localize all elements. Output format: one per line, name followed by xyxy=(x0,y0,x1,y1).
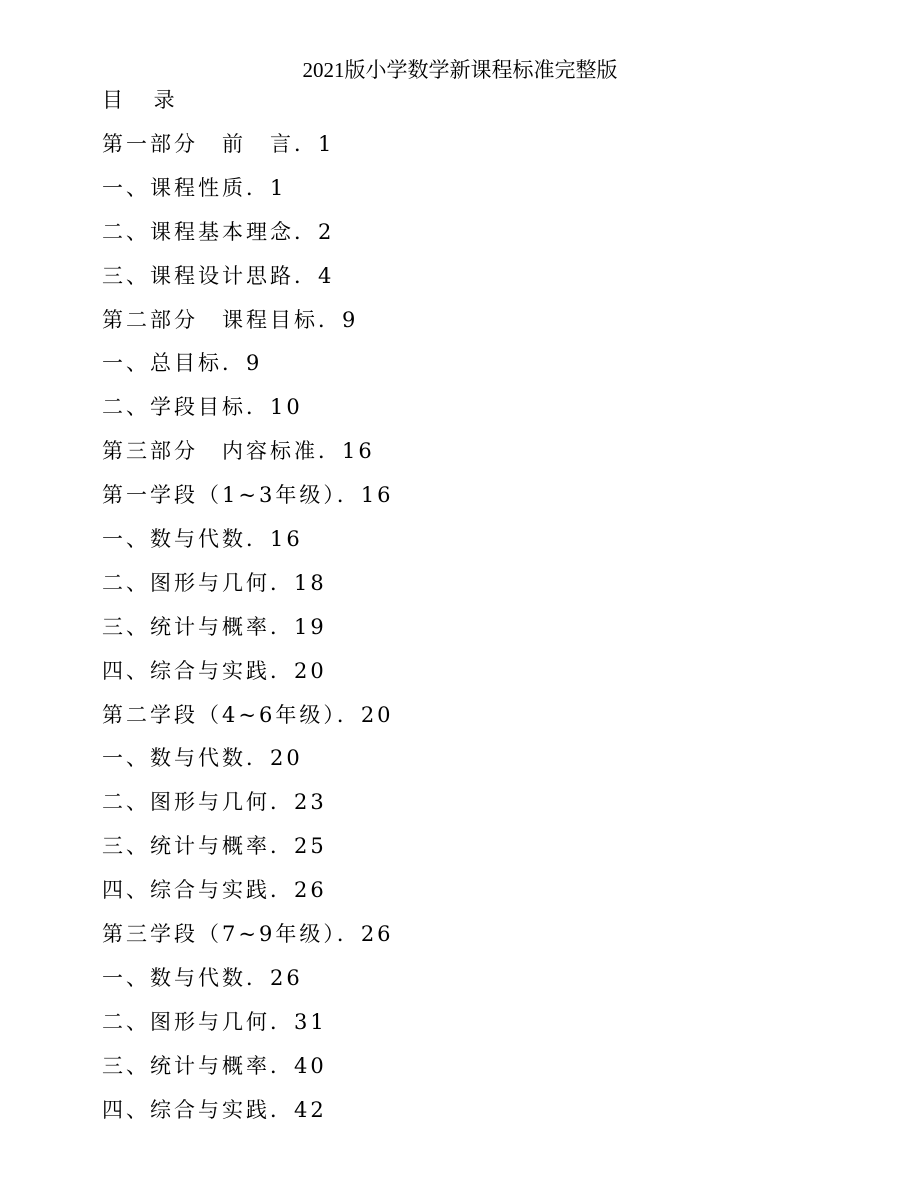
toc-entry-part-3[interactable]: 第三部分 内容标准．16 xyxy=(102,439,375,464)
toc-entry-stage-1-practice[interactable]: 四、综合与实践．20 xyxy=(102,658,327,683)
table-of-contents xyxy=(102,128,862,1137)
toc-entry-stage-1-statistics[interactable]: 三、统计与概率．19 xyxy=(102,614,327,639)
toc-entry-stage-1-geometry[interactable]: 二、图形与几何．18 xyxy=(102,570,327,595)
toc-entry-stage-3-statistics[interactable]: 三、统计与概率．40 xyxy=(102,1053,327,1078)
toc-entry-stage-3-practice[interactable]: 四、综合与实践．42 xyxy=(102,1097,327,1122)
toc-entry-design-ideas[interactable]: 三、课程设计思路．4 xyxy=(102,263,335,288)
toc-entry-stage-2-statistics[interactable]: 三、统计与概率．25 xyxy=(102,834,327,859)
toc-entry-stage-3-geometry[interactable]: 二、图形与几何．31 xyxy=(102,1009,327,1034)
toc-entry-overall-goals[interactable]: 一、总目标．9 xyxy=(102,351,263,376)
toc-entry-part-1[interactable]: 第一部分 前 言．1 xyxy=(102,132,335,156)
toc-entry-basic-concepts[interactable]: 二、课程基本理念．2 xyxy=(102,219,335,244)
toc-entry-stage-2[interactable]: 第二学段（4~6年级）．20 xyxy=(102,702,394,727)
toc-entry-stage-goals[interactable]: 二、学段目标．10 xyxy=(102,395,303,420)
document-title: 2021版小学数学新课程标准完整版 xyxy=(302,58,618,82)
toc-entry-stage-3-numbers-algebra[interactable]: 一、数与代数．26 xyxy=(102,965,303,990)
toc-entry-stage-1-numbers-algebra[interactable]: 一、数与代数．16 xyxy=(102,527,303,552)
toc-entry-course-nature[interactable]: 一、课程性质．1 xyxy=(102,175,287,200)
toc-entry-stage-2-geometry[interactable]: 二、图形与几何．23 xyxy=(102,790,327,815)
toc-entry-stage-1[interactable]: 第一学段（1~3年级）．16 xyxy=(102,483,394,508)
toc-entry-stage-2-practice[interactable]: 四、综合与实践．26 xyxy=(102,878,327,903)
toc-entry-stage-3[interactable]: 第三学段（7~9年级）．26 xyxy=(102,922,394,947)
toc-entry-part-2[interactable]: 第二部分 课程目标．9 xyxy=(102,307,359,332)
toc-heading: 目 录 xyxy=(102,88,187,112)
toc-entry-stage-2-numbers-algebra[interactable]: 一、数与代数．20 xyxy=(102,746,303,771)
